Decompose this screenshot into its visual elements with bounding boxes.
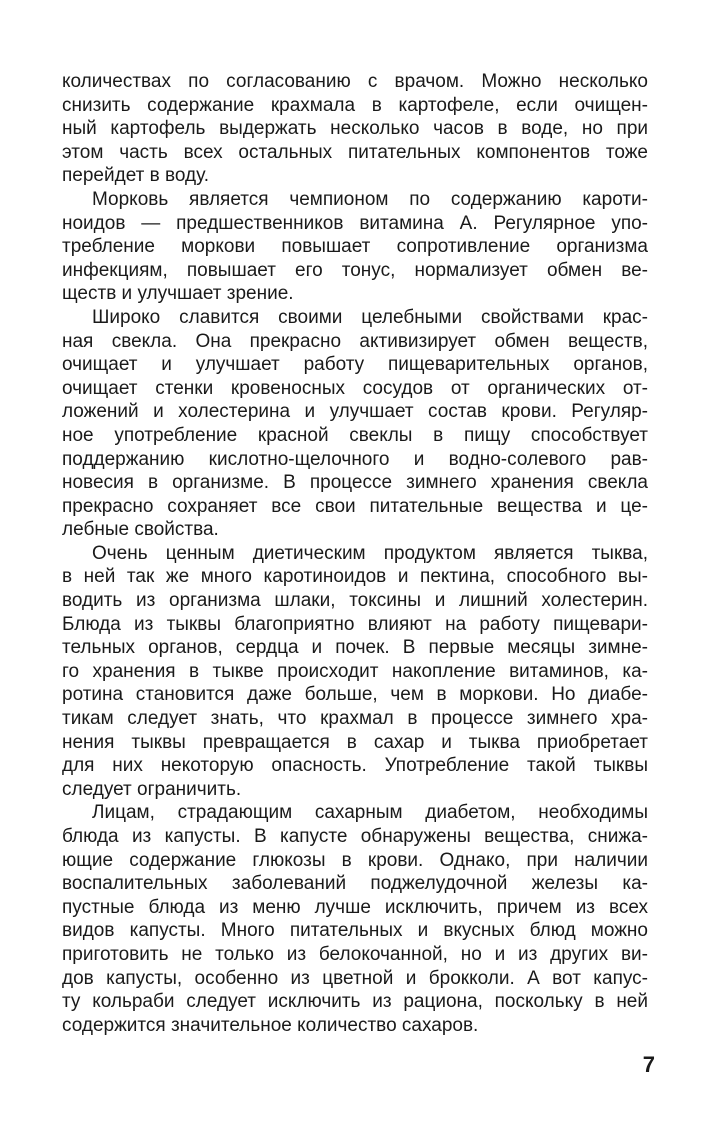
text-line: очищает и улучшает работу пищеварительных органов, (62, 354, 648, 376)
page-body-text (62, 70, 648, 1037)
text-line: ту кольраби следует исключить из рациона, поскольку в ней (62, 991, 648, 1013)
text-line: видов капусты. Много питательных и вкусных блюд можно (62, 920, 648, 942)
text-line: количествах по согласованию с врачом. Можно несколько (62, 71, 648, 92)
text-line: требление моркови повышает сопротивление организма (62, 236, 648, 258)
text-line: для них некоторую опасность. Употребление такой тыквы (62, 755, 648, 777)
paragraph-cabbage (62, 801, 648, 1037)
text-line: поддержанию кислотно-щелочного и водно-солевого рав- (62, 448, 648, 470)
text-line: ное употребление красной свеклы в пищу способствует (62, 424, 648, 446)
paragraph-carrot (62, 188, 648, 306)
text-line: прекрасно сохраняет все свои питательные вещества и це- (62, 495, 648, 517)
text-line: водить из организма шлаки, токсины и лишний холестерин. (62, 590, 648, 612)
text-line: Очень ценным диетическим продуктом является тыква, (92, 542, 648, 564)
text-line: в ней так же много каротиноидов и пектина, способного вы- (62, 566, 648, 588)
text-line: тельных органов, сердца и почек. В первые месяцы зимне- (62, 637, 648, 659)
paragraph-potato-end (62, 70, 648, 188)
text-line: новесия в организме. В процессе зимнего хранения свекла (62, 472, 648, 494)
text-line: Широко славится своими целебными свойствами крас- (92, 306, 648, 328)
text-line: лебные свойства. (62, 519, 219, 541)
text-line: ющие содержание глюкозы в крови. Однако, при наличии (62, 849, 648, 871)
text-line: дов капусты, особенно из цветной и брокколи. А вот капус- (62, 967, 648, 989)
text-line: снизить содержание крахмала в картофеле, если очищен- (62, 94, 648, 116)
text-line: ный картофель выдержать несколько часов в воде, но при (62, 118, 648, 140)
page-number: 7 (642, 1052, 655, 1077)
text-line: блюда из капусты. В капусте обнаружены вещества, снижа- (62, 826, 648, 847)
text-line: содержится значительное количество сахаров. (62, 1014, 479, 1036)
text-line: нения тыквы превращается в сахар и тыква приобретает (62, 731, 648, 753)
text-line: этом часть всех остальных питательных компонентов тоже (62, 141, 648, 163)
text-line: перейдет в воду. (62, 165, 209, 187)
paragraph-pumpkin (62, 542, 648, 802)
text-line: Лицам, страдающим сахарным диабетом, необходимы (92, 802, 648, 824)
text-line: ноидов — предшественников витамина А. Регулярное упо- (62, 212, 648, 234)
text-line: приготовить не только из белокочанной, но и из других ви- (62, 943, 648, 965)
text-line: ществ и улучшает зрение. (62, 283, 294, 305)
text-line: инфекциям, повышает его тонус, нормализует обмен ве- (62, 259, 648, 281)
text-line: очищает стенки кровеносных сосудов от органических от- (62, 377, 648, 399)
text-line: ложений и холестерина и улучшает состав крови. Регуляр- (62, 401, 648, 423)
text-line: го хранения в тыкве происходит накопление витаминов, ка- (62, 660, 648, 682)
text-line: ная свекла. Она прекрасно активизирует обмен веществ, (62, 330, 648, 352)
text-line: следует ограничить. (62, 778, 242, 800)
text-line: Блюда из тыквы благоприятно влияют на работу пищевари- (62, 613, 648, 635)
paragraph-beet (62, 306, 648, 542)
text-line: ротина становится даже больше, чем в моркови. Но диабе- (62, 684, 648, 706)
text-line: Морковь является чемпионом по содержанию кароти- (92, 188, 648, 210)
text-line: тикам следует знать, что крахмал в процессе зимнего хра- (62, 708, 648, 730)
text-line: пустные блюда из меню лучше исключить, причем из всех (62, 896, 648, 918)
text-line: воспалительных заболеваний поджелудочной железы ка- (62, 873, 648, 895)
